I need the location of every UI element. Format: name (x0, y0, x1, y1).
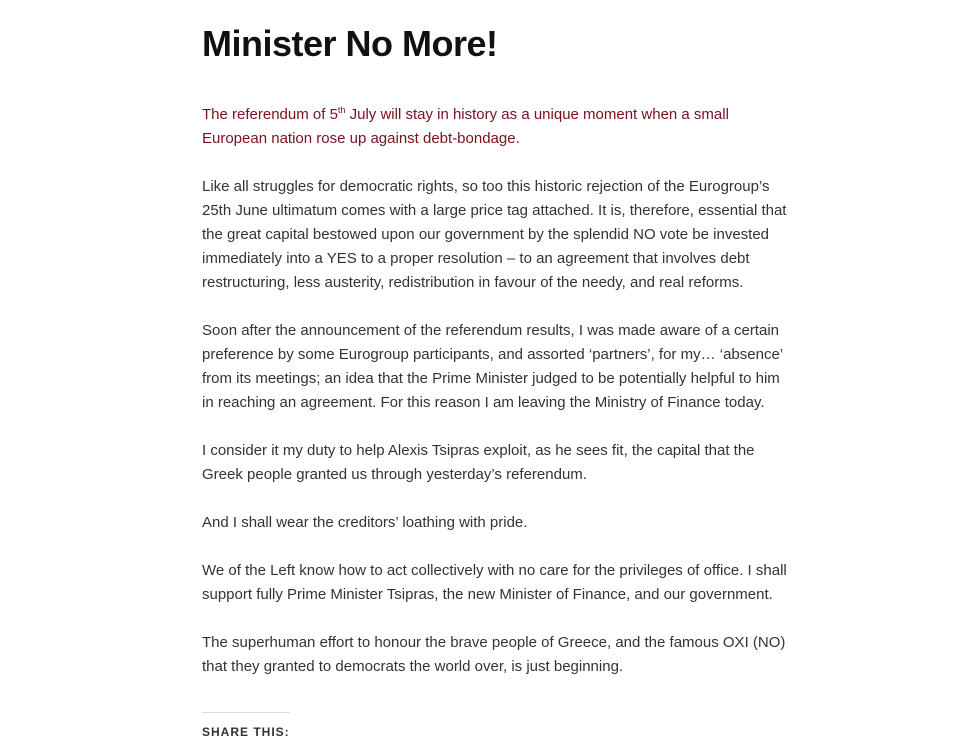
page-title: Minister No More! (202, 23, 498, 64)
paragraph-1: Like all struggles for democratic rights, so too this historic rejection of the Eurogroup’s 25th June ultimatum comes with a large price tag attached. It is, therefore, essential that the great capital bestowed upon our government by the splendid NO vote be invested immediately into a YES to a proper resolution – to an agreement that involves debt restructuring, less austerity, redistribution in favour of the needy, and real reforms. (202, 178, 787, 291)
lead-text-end: July will stay in history as a unique moment when a small European nation rose up against debt-bondage. (202, 106, 729, 147)
lead-paragraph (202, 103, 792, 151)
paragraph-5: We of the Left know how to act collectively with no care for the privileges of office. I shall support fully Prime Minister Tsipras, the new Minister of Finance, and our government. (202, 562, 787, 603)
lead-text-start: The referendum of 5 (202, 106, 338, 123)
paragraph-4: And I shall wear the creditors’ loathing with pride. (202, 514, 528, 531)
share-divider (202, 712, 290, 713)
paragraph-6: The superhuman effort to honour the brave people of Greece, and the famous OXI (NO) that they granted to democrats the world over, is just beginning. (202, 634, 786, 675)
paragraph-3: I consider it my duty to help Alexis Tsipras exploit, as he sees fit, the capital that the Greek people granted us through yesterday’s referendum. (202, 442, 755, 483)
ordinal-suffix: th (337, 105, 346, 115)
article-body (202, 103, 792, 703)
share-heading: SHARE THIS: (202, 725, 290, 739)
paragraph-2: Soon after the announcement of the referendum results, I was made aware of a certain preference by some Eurogroup participants, and assorted ‘partners’, for my… ‘absence’ from its meetings; an idea that the Prime Minister judged to be potentially helpful to him in reaching an agreement. For this reason I am leaving the Ministry of Finance today. (202, 322, 783, 411)
